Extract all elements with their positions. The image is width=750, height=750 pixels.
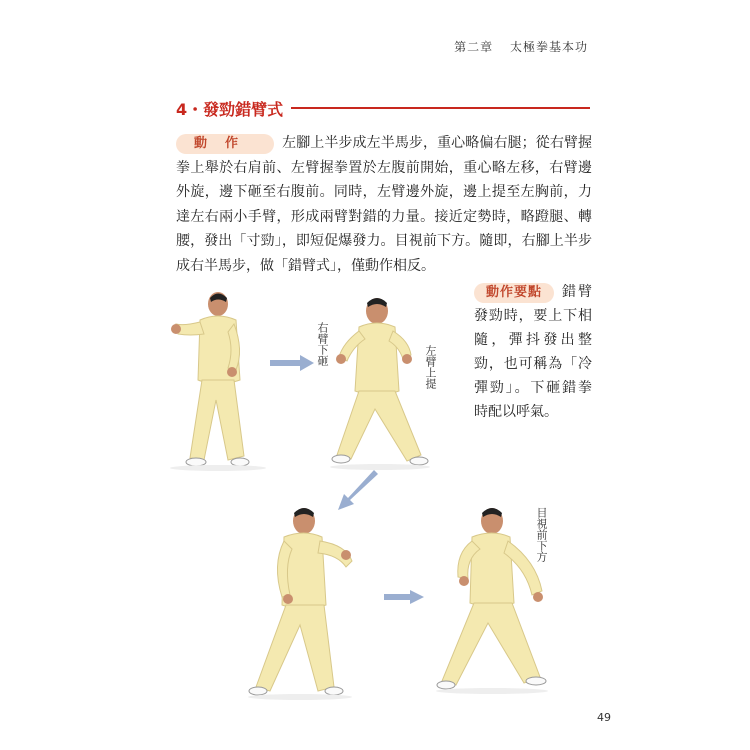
action-text: 左腳上半步成左半馬步，重心略偏右腿；從右臂握拳上舉於右肩前、左臂握拳置於左腹前開始，重心略左移，右臂邊外旋，邊下砸至右腹前。同時，左臂邊外旋，邊上提至左胸前，力達左右兩小手臂，形成兩臂對錯的力量。接近定勢時，略蹬腿、轉腰，發出「寸勁」，即短促爆發力。目視前下方。隨即，右腳上半步成右半馬步，做「錯臂式」，僅動作相反。 (176, 135, 592, 274)
arrow-down-left-icon (338, 470, 378, 510)
photo-stance-1 (170, 290, 280, 472)
action-label: 動作 (176, 134, 274, 154)
key-point-label: 動作要點 (474, 283, 554, 303)
chapter-header (454, 38, 588, 55)
chapter-number: 第二章 (454, 40, 494, 54)
section-heading (176, 96, 590, 120)
page-number: 49 (597, 711, 611, 724)
key-point-text: 錯臂發勁時，要上下相隨，彈抖發出整勁，也可稱為「冷彈勁」。下砸錯拳時配以呼氣。 (474, 284, 592, 420)
chapter-title: 太極拳基本功 (509, 40, 588, 54)
action-paragraph (176, 131, 592, 278)
photo-stance-4 (432, 505, 556, 697)
annotation-left-arm-up: 左臂上提 (424, 345, 437, 389)
arrow-right-icon (384, 590, 424, 604)
section-title: 4・發勁錯臂式 (176, 99, 284, 119)
key-point-paragraph (474, 280, 592, 424)
photo-stance-3 (242, 505, 358, 701)
annotation-right-arm-down: 右臂下砸 (316, 322, 329, 366)
title-divider (291, 107, 590, 109)
photo-stance-2 (325, 293, 435, 471)
arrow-right-icon (270, 355, 314, 371)
annotation-eyes-forward-down: 目視前下方 (535, 507, 548, 562)
